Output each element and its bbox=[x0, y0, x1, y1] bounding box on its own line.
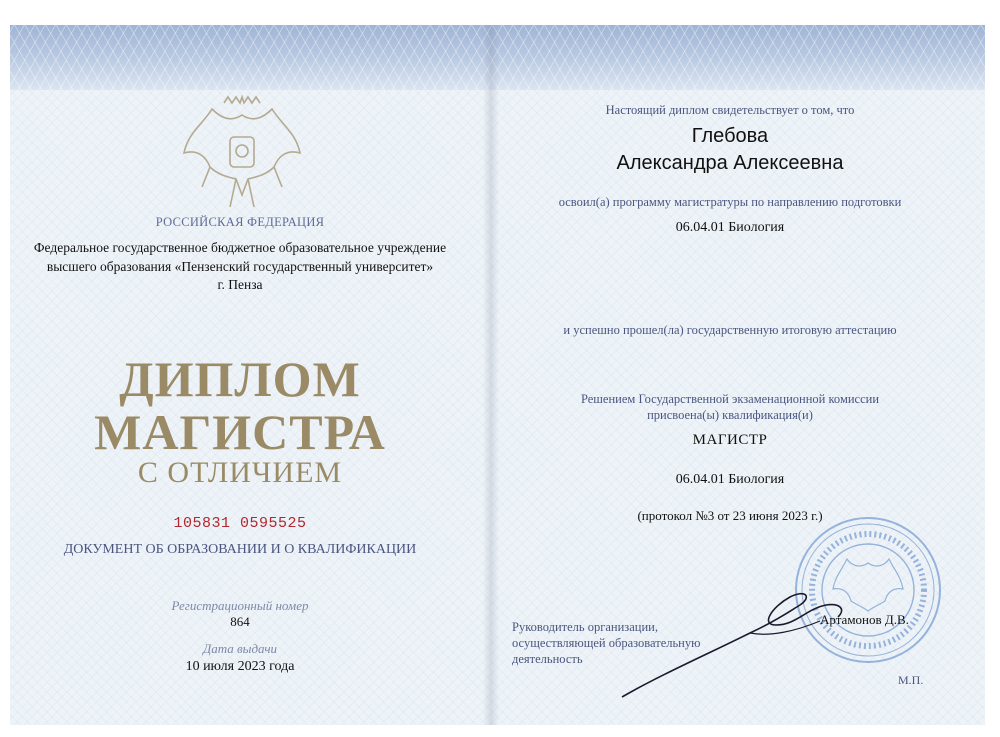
registration-number-value: 864 bbox=[230, 614, 250, 629]
protocol-reference: (протокол №3 от 23 июня 2023 г.) bbox=[637, 508, 823, 523]
signer-name: Артамонов Д.В. bbox=[820, 612, 909, 627]
registration-number-label: Регистрационный номер bbox=[171, 598, 309, 613]
certification-text: Настоящий диплом свидетельствует о том, что bbox=[605, 103, 855, 117]
stamp-place-label: М.П. bbox=[898, 673, 924, 687]
issue-date-label: Дата выдачи bbox=[202, 641, 278, 656]
federation-label: РОССИЙСКАЯ ФЕДЕРАЦИЯ bbox=[155, 215, 325, 229]
head-title-line1: Руководитель организации, bbox=[512, 620, 658, 634]
document-type: ДОКУМЕНТ ОБ ОБРАЗОВАНИИ И О КВАЛИФИКАЦИИ bbox=[63, 542, 417, 557]
coat-of-arms-icon bbox=[180, 95, 304, 213]
institution-name-line2: высшего образования «Пензенский государственный университет» bbox=[46, 259, 434, 274]
qualification-awarded: МАГИСТР bbox=[692, 432, 768, 448]
institution-city: г. Пенза bbox=[217, 277, 263, 292]
program-mastered-text: освоил(а) программу магистратуры по направлению подготовки bbox=[558, 195, 902, 209]
graduate-given-names: Александра Алексеевна bbox=[616, 152, 844, 174]
head-title-line2: осуществляющей образовательную bbox=[512, 636, 701, 650]
head-title-line3: деятельность bbox=[512, 652, 583, 666]
commission-decision-line1: Решением Государственной экзаменационной комиссии bbox=[580, 392, 880, 406]
diploma-title-line2: МАГИСТРА bbox=[94, 404, 386, 460]
page-fold bbox=[483, 25, 499, 725]
attestation-passed-text: и успешно прошел(ла) государственную итоговую аттестацию bbox=[563, 323, 897, 337]
study-direction: 06.04.01 Биология bbox=[675, 220, 785, 235]
issue-date-value: 10 июля 2023 года bbox=[185, 659, 295, 674]
serial-number: 105831 0595525 bbox=[173, 515, 307, 532]
diploma-honors: С ОТЛИЧИЕМ bbox=[137, 456, 343, 489]
institution-name-line1: Федеральное государственное бюджетное образовательное учреждение bbox=[33, 240, 447, 255]
handwritten-signature bbox=[600, 575, 860, 705]
commission-decision-line2: присвоена(ы) квалификация(и) bbox=[647, 408, 813, 422]
diploma-title-line1: ДИПЛОМ bbox=[119, 351, 361, 407]
qualification-direction: 06.04.01 Биология bbox=[675, 472, 785, 487]
graduate-surname: Глебова bbox=[691, 125, 769, 147]
